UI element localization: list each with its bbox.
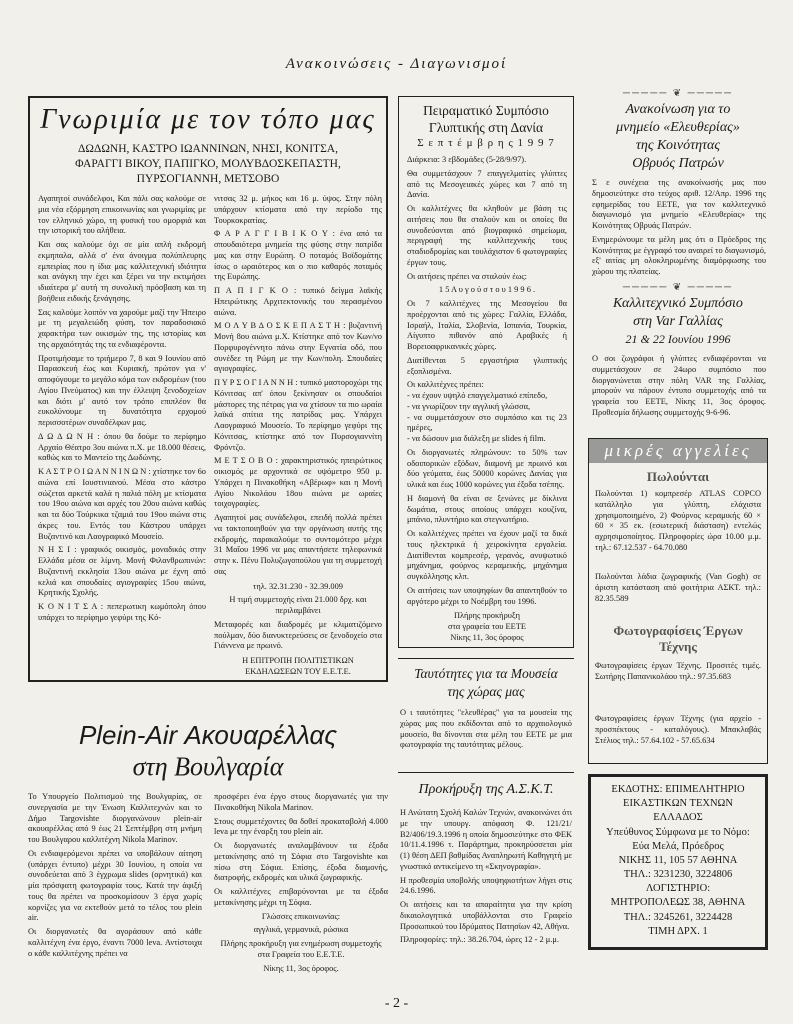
ornament-icon: ───── ❦ ───── — [622, 282, 734, 293]
paragraph: Πληροφορίες: τηλ.: 38.26.704, ώρες 12 - 2 μ.μ. — [400, 935, 559, 945]
article-museum-ids — [398, 658, 574, 770]
info: Πλήρης προκήρυξη για ενημέρωση συμμετοχής στα Γραφεία του Ε.Ε.Τ.Ε. — [220, 939, 382, 959]
paragraph: - να δώσουν μια διάλεξη με slides ή film. — [407, 434, 546, 443]
deadline: 1 5 Α υ γ ο ύ σ τ ο υ 1 9 9 6 . — [438, 285, 536, 295]
paragraph: - να συμμετάσχουν στο συμπόσιο και τις 23 ημέρες, — [407, 412, 567, 433]
paragraph: Αγαπητοί μας συνάδελφοι, επειδή πολλά πρέπει να τακτοποιηθούν για την οργάνωση αυτής της εκδρομής, παρακαλούμε το συντομότερο μέχρι 31 Μαΐου 1996 να μας απαντήσετε τηλεφωνικά στην κ. Πένυ Πολυζωγοπούλου για τη συμμετοχή σας — [214, 513, 382, 576]
price: Η τιμή συμμετοχής είναι 21.000 δρχ. και περιλαμβάνει — [229, 595, 367, 615]
article-askt — [398, 772, 574, 992]
paragraph: Οι αιτήσεις και τα απαραίτητα για την κρίση δικαιολογητικά υποβάλλονται στο Γραφείο Προσωπικού του Ιδρύματος Πατησίων 42, Αθήνα. — [400, 900, 572, 931]
article-plein-air — [28, 720, 388, 992]
ad-compressor-kiln: Πωλούνται 1) κομπρεσέρ ATLAS COPCO κατάλληλο για γλύπτη, ελάχιστα χρησιμοποιημένο, 2) Φούρνος κεραμικής 60 × 60 × 35 εκ. (εσωτερική διάσταση) εντελώς αχρησιμοποίητος. Πληροφορίες ώρα 10.00 μ.μ. τηλ.: 67.12.537 - 64.70.080 — [595, 489, 761, 552]
article-title-line-1: Ταυτότητες για τα Μουσεία — [414, 666, 558, 681]
publisher-line: ΛΟΓΙΣΤΗΡΙΟ: — [645, 883, 711, 895]
paragraph: Αγαπητοί συνάδελφοι, Και πάλι σας καλούμε σε μια νέα εξόρμηση επικοινωνίας και γνωριμίας με τον ελληνικό χώρο, τη φυσική του ομορφιά και την ιστορική του αλήθεια. — [38, 194, 206, 236]
paragraph: Οι καλλιτέχνες πρέπει να έχουν μαζί τα δικά τους ηλεκτρικά ή χειροκίνητα εργαλεία. Διατίθενται κομπρεσέρ, γερανός, ανυψωτικό μηχάνημα, φούρνος κεραμεικής, μηχάνημα συγκόλλησης κλπ. — [407, 529, 567, 581]
article-date: 21 & 22 Ιουνίου 1996 — [625, 332, 731, 346]
divider — [398, 658, 574, 659]
paragraph: Το Υπουργείο Πολιτισμού της Βουλγαρίας, σε συνεργασία με την Ένωση Καλλιτεχνών και το Δήμο Targovishte διοργανώνουν plein-air ακουαρέλλας από 9 έως 21 Σεπτέμβρη στη μνήμη του Βουλγαρου καλλιτέχνη Nikola Marinov. — [28, 792, 202, 844]
article-title-line-2: στη Var Γαλλίας — [633, 314, 723, 329]
ad-photographer-1: Φωτογραφίσεις έργων Τέχνης. Προσιτές τιμές. Σωτήρης Παπανικολάου τηλ.: 97.35.683 — [595, 661, 761, 681]
article-title-line-2: στη Βουλγαρία — [132, 752, 284, 781]
paragraph: Στους συμμετέχοντες θα δοθεί προκαταβολή 4.000 leva με την έναρξη του plein air. — [214, 816, 388, 837]
publisher-line: ΤΙΜΗ ΔΡΧ. 1 — [648, 925, 708, 937]
article-title-line-2: Γλυπτικής στη Δανία — [428, 120, 544, 135]
article-title-line-2: μνημείο «Ελευθερίας» — [616, 120, 740, 135]
paragraph: Οι διοργανωτές αναλαμβάνουν τα έξοδα μετακίνησης από τη Σόφια στο Targovishte και πίσω στη Σόφια. Επίσης, έξοδα διαμονής, διατροφής, εκδρομές και υλικά ζωγραφικής. — [214, 841, 388, 883]
signature-line-1: Η ΕΠΙΤΡΟΠΗ ΠΟΛΙΤΙΣΤΙΚΩΝ — [242, 656, 354, 665]
article-body — [407, 155, 567, 644]
paragraph: Οι καλλιτέχνες πρέπει: — [407, 380, 484, 390]
article-body — [400, 808, 572, 946]
paragraph: Π Α Π Ι Γ Κ Ο : τυπικό δείγμα λαϊκής Ηπειρώτικης Αρχιτεκτονικής του περασμένου αιώνα. — [214, 286, 382, 317]
page-header: Ανακοινώσεις - Διαγωνισμοί — [285, 56, 508, 72]
publisher-line: Υπεύθυνος Σύμφωνα με το Νόμο: — [606, 826, 750, 838]
paragraph: - να έχουν υψηλό επαγγελματικό επίπεδο, — [407, 391, 548, 400]
page-number: - 2 - — [384, 996, 409, 1011]
publisher-line: ΜΗΤΡΟΠΟΛΕΩΣ 38, ΑΘΗΝΑ — [610, 897, 746, 909]
article-body — [592, 178, 766, 278]
paragraph: προσφέρει ένα έργο στους διοργανωτές για την Πινακοθήκη Nikola Marinov. — [214, 792, 388, 812]
publisher-line: ΕΚΔΟΤΗΣ: ΕΠΙΜΕΛΗΤΗΡΙΟ — [611, 784, 745, 795]
article-title-line-2: της χώρας μας — [447, 684, 525, 699]
publisher-line: ΤΗΛ.: 3231230, 3224806 — [623, 869, 733, 881]
address: Νίκης 11, 3ος όροφος. — [263, 963, 339, 973]
paragraph: Η Ανώτατη Σχολή Καλών Τεχνών, ανακοινώνει ότι με την υπουργ. απόφαση Φ. 121/21/Β2/406/19.3.1996 η οποία δημοσιεύτηκε στο ΦΕΚ 10/11.4.1996 τ. Παράρτημα, προκηρύσσεται μία (1) θέση ΔΕΠ βαθμίδας Αναπληρωτή Καθηγητή με γνωστικό αντικείμενο τη «Σκηνογραφία». — [400, 808, 572, 871]
ornament-icon: ───── ❦ ───── — [622, 88, 734, 99]
paragraph: Διατίθενται 5 εργαστήρια γλυπτικής εξοπλισμένα. — [407, 355, 567, 376]
paragraph: Οι καλλιτέχνες επιβαρύνονται με τα έξοδα μετακίνησης μέχρι τη Σόφια. — [214, 887, 388, 907]
article-title-line-1: Πειραματικό Συμπόσιο — [423, 103, 549, 118]
publisher-line: ΝΙΚΗΣ 11, 105 57 ΑΘΗΝΑ — [618, 854, 738, 866]
publisher-line: ΕΛΛΑΔΟΣ — [653, 812, 703, 824]
article-title-line-4: Οβρυός Πατρών — [632, 156, 724, 171]
publisher-box — [588, 774, 768, 950]
article-subtitle: ΔΩΔΩΝΗ, ΚΑΣΤΡΟ ΙΩΑΝΝΙΝΩΝ, ΝΗΣΙ, ΚΟΝΙΤΣΑ, ΦΑΡΑΓΓΙ ΒΙΚΟΥ, ΠΑΠΙΓΚΟ, ΜΟΛΥΒΔΟΣΚΕΠΑΣΤΗ, ΠΥΡΣΟΓΙΑΝΝΗ, ΜΕΤΣΟΒΟ — [75, 143, 341, 185]
paragraph: Ο ι ταυτότητες "ελευθέρας" για τα μουσεία της χώρας μας που εκδίδονται από το αρχαιολογικό μουσείο, θα δίνονται στα μέλη του ΕΕΤΕ με μια φωτογραφία της ταυτότητας μέλους. — [400, 708, 572, 750]
ad-photographer-2: Φωτογραφίσεις έργων Τέχνης (για αρχείο - προσπέκτους - καταλόγους). Μπακλαβάς Στέλιος τηλ.: 57.64.102 - 57.65.634 — [595, 714, 761, 745]
paragraph: Μ Ε Τ Σ Ο Β Ο : χαρακτηριστικός ηπειρώτικος οικισμός με αρχοντικά σε υψόμετρο 950 μ. Υπάρχει η Πινακοθήκη «Αβέρωφ» και η Μονή Αγίου Νικολάου 18ου αιώνα με ωραίες τοιχογραφίες. — [214, 456, 382, 509]
paragraph: Δ Ω Δ Ω Ν Η : όπου θα δούμε το περίφημο Αρχαίο Θέατρο 3ου αιώνα π.Χ. με 18.000 θέσεις, καθώς και το Μαντείο της Δωδώνης. — [38, 431, 206, 463]
article-gnorimia — [28, 96, 388, 682]
publisher-line: ΕΙΚΑΣΤΙΚΩΝ ΤΕΧΝΩΝ — [623, 798, 733, 810]
paragraph: Φ Α Ρ Α Γ Γ Ι Β Ι Κ Ο Υ : ένα από τα σπουδαιότερα μνημεία της φύσης στην πατρίδα μας και στην Ευρώπη. Ο ποταμός Βοϊδομάτης ίσως ο ωραιότερος και ο πιο καθαρός ποταμός της Ευρώπης. — [214, 229, 382, 282]
paragraph: Θα συμμετάσχουν 7 επαγγελματίες γλύπτες από τις Μεσογειακές χώρες και 7 από τη Δανία. — [407, 168, 567, 200]
article-title-line-1: Plein-Air Ακουαρέλλας — [78, 720, 338, 750]
paragraph: Οι διοργανωτές πληρώνουν: το 50% των οδοιπορικών εξόδων, διαμονή με πρωινό και δύο γεύματα, έως 50000 κορώνες Δανίας για υλικά και έως 1000 κορώνες για έξοδα τσέπης. — [407, 447, 567, 489]
info-line-2: στα γραφεία του ΕΕΤΕ — [448, 622, 526, 631]
paragraph: Η προθεσμία υποβολής υποψηφιοτήτων λήγει στις 24.6.1996. — [400, 875, 572, 896]
article-column-right — [214, 792, 388, 974]
article-column-left — [28, 792, 202, 959]
paragraph: Οι ενδιαφερόμενοι πρέπει να υποβάλουν αίτηση (υπάρχει έντυπο) μέχρι 30 Ιουνίου, η οποία να συνοδεύεται από 3 έγχρωμα slides (αρνητικά) και μία πρόσφατη φωτογραφία τους. Κατά την άφιξή τους θα πρέπει να προσκομίσουν 3 έργα χωρίς κορνίζες για να εκτεθούν μετά το τέλος του plein air. — [28, 848, 202, 923]
paragraph: Οι αιτήσεις των υποψηφίων θα απαντηθούν το αργότερο μέχρι το Νοέμβρη του 1996. — [407, 585, 567, 606]
article-symposium-denmark — [398, 96, 574, 648]
paragraph: Μ Ο Λ Υ Β Δ Ο Σ Κ Ε Π Α Σ Τ Η : βυζαντινή Μονή 8ου αιώνα μ.Χ. Κτίστηκε από τον Κων/νο Πορφυρογέννητο πάνω στην Εγνατία οδό, που συνέδεε τη Ρώμη με την Κων/πολη. Σπουδαίες αγιογραφίες. — [214, 321, 382, 374]
article-var-symposium — [588, 282, 768, 432]
ads-photo-title-line-2: Τέχνης — [659, 639, 697, 654]
paragraph: Προτιμήσαμε το τριήμερο 7, 8 και 9 Ιουνίου από Παρασκευή έως και Κυριακή, πρώτον για ν' αποφύγουμε το μεγάλο κόμα των εκδρομέων (του Αγίου Πνεύματος) και την έλλειψη ξενοδοχείων και διότι μ' αυτό τον τρόπο επιπλέον θα ευκολύνουμε τη δυνατότητα ερχομού περισσοτέρων συναδέλφων μας. — [38, 353, 206, 427]
paragraph: Σας καλούμε λοιπόν να χαρούμε μαζί την Ήπειρο με τη μεγαλειώδη φύση, τον παραδοσιακό χαρακτήρα των οικισμών της, της ιστορίας και της αρχαιότητάς της τα ενδιαφέροντα. — [38, 307, 206, 349]
paragraph: Οι καλλιτέχνες θα κληθούν με βάση τις αιτήσεις που θα σταλούν και οι οποίες θα συνοδεύονται από βιογραφικό σημείωμα, περιγραφή της καλλιτεχνικής τους σταδιοδρομίας και τουλάχιστον 6 φωτογραφίες έργων τους. — [407, 204, 567, 267]
paragraph: Ο σοι ζωγράφοι ή γλύπτες ενδιαφέρονται να συμμετάσχουν σε 24ωρο συμπόσιο που διοργανώνεται στην πόλη VAR της Γαλλίας, μπορούν να πάρουν έντυπο συμμετοχής από τα γραφεία του ΕΕΤΕ, Νίκης 11, 3ος όροφος. Προθεσμία δήλωσης συμμετοχής 9-6-96. — [592, 354, 766, 417]
divider — [398, 772, 574, 773]
paragraph: Σ ε συνέχεια της ανακοίνωσής μας που δημοσιεύτηκε στο τεύχος αριθ. 12/Απρ. 1996 της εφημερίδας του ΕΕΤΕ, για τον καλλιτεχνικό διαγωνισμό για μνημείο «Ελευθερίας» της Κοινότητας Οβρυάς Πατρών. — [592, 178, 766, 230]
small-ads — [588, 438, 768, 764]
paragraph: - να γνωρίζουν την αγγλική γλώσσα, — [407, 401, 531, 411]
article-title-line-1: Καλλιτεχνικό Συμπόσιο — [613, 296, 743, 311]
paragraph: Διάρκεια: 3 εβδομάδες (5-28/9/97). — [407, 155, 527, 164]
paragraph: Π Υ Ρ Σ Ο Γ Ι Α Ν Ν Η : τυπικό μαστοροχώρι της Κόνιτσας απ' όπου ξεκίνησαν οι σπουδαίοι μάστορες της πέτρας για να χτίσουν τα πιο ωραία λαϊκά σπίτια της πατρίδας μας. Υπάρχει Λαογραφικό Μουσείο. Το περίφημο γεφύρι της Κόνιτσας, κτίστηκε από τον Πυρσογιαννίτη Φρόντζο. — [214, 378, 382, 452]
article-monument — [588, 88, 768, 284]
article-title: Γνωριμία με τον τόπο μας — [40, 104, 376, 135]
article-column-left — [38, 194, 206, 624]
signature-line-2: ΕΚΔΗΛΩΣΕΩΝ ΤΟΥ Ε.Ε.Τ.Ε. — [245, 666, 351, 676]
paragraph: Οι 7 καλλιτέχνες της Μεσογείου θα προέρχονται από τις χώρες: Γαλλία, Ελλάδα, Ισραήλ, Ιταλία, Σλοβενία, Ισπανία, Τουρκία, Αίγυπτο πιθανόν από Αραβικές ή Βορειοαφρικανικές χώρες. — [407, 299, 567, 351]
paragraph: Οι αιτήσεις πρέπει να σταλούν έως: — [407, 271, 527, 281]
publisher-line: Εύα Μελά, Πρόεδρος — [632, 840, 724, 852]
ads-photo-title-line-1: Φωτογραφίσεις Έργων — [613, 623, 743, 638]
paragraph: Κ Α Σ Τ Ρ Ο Ι Ω Α Ν Ν Ι Ν Ω Ν : χτίστηκε τον 6ο αιώνα επί Ιουστινιανού. Μέσα στο κάστρο σώζεται αρκετά καλά η παλιά πόλη με κτίσματα του 19ου αιώνα και αρχές του 20ου αιώνα καθώς και τα δύο Τούρκικα τζαμιά του 19ου αιώνα στις άκρες του. Εντός του Κάστρου υπάρχει Βυζαντινό και Λαογραφικό Μουσείο. — [38, 467, 206, 541]
paragraph: Κ Ο Ν Ι Τ Σ Α : πεπερωτικη κωμόπολη όπου υπάρχει το περίφημο γεφύρι της Κό- — [38, 602, 206, 622]
article-title-line-3: της Κοινότητας — [635, 138, 721, 153]
publisher-line: ΤΗΛ.: 3245261, 3224428 — [623, 911, 733, 923]
ad-paints: Πωλούνται λάδια ζωγραφικής (Van Gogh) σε άριστη κατάσταση από φοιτήτρια ΑΣΚΤ. τηλ.: 82.35.589 — [595, 572, 761, 603]
info-line-3: Νίκης 11, 3ος όροφος — [450, 632, 524, 642]
paragraph: Και σας καλούμε όχι σε μία απλή εκδρομή εκμηπαλα, αλλά σ' ένα άνοιγμα πολύπλευρης εμπειρίας που η ίδια μας καλλιτεχνική ιδιότητα και ανάγκη την έχει και ξέρει να την εκτιμήσει ιδιαίτερα μ' αυτή τη συνολική πρόσβαση και τη βοήθεια ειδικής ξενάγησης. — [38, 240, 206, 303]
paragraph: Ν Η Σ Ι : γραφικός οικισμός, μοναδικός στην Ελλάδα μέσα σε λίμνη. Μονή Φιλανθρωπινών: Βυζαντινή εκκλησία 13ου αιώνα με έχνη από κελιά και σπουδαίες αγιογραφίες 15ου αιώνα, Κρητικής Σχολής. — [38, 545, 206, 598]
article-date: Σ ε π τ έ μ β ρ η ς 1 9 9 7 — [417, 137, 555, 149]
paragraph: Η διαμονή θα είναι σε ξενώνες με δίκλινα δωμάτια, στους οποίους υπάρχει κουζίνα, μπάνιο, πλυντήριο και στεγνωτήριο. — [407, 493, 567, 525]
ads-sale-title: Πωλούνται — [646, 469, 710, 484]
paragraph: νιτσας 32 μ. μήκος και 16 μ. ύψος. Στην πόλη υπάρχουν κτίσματα από την περίοδο της Τουρκοκρατίας. — [214, 194, 382, 225]
article-column-right — [214, 194, 382, 678]
paragraph: Οι διοργανωτές θα αγοράσουν από κάθε καλλιτέχνη ένα έργο, έναντι 7000 leva. Αντίστοιχα ο κάθε καλλιτέχνης πρέπει να — [28, 927, 202, 958]
info-line-1: Πλήρης προκήρυξη — [453, 611, 521, 621]
languages-label: Γλώσσες επικοινωνίας: — [261, 911, 341, 921]
ads-title: μικρές αγγελίες — [589, 439, 767, 463]
phones: τηλ. 32.31.230 - 32.39.009 — [253, 581, 343, 591]
paragraph: Ενημερώνουμε τα μέλη μας ότι ο Πρόεδρος της Κοινότητας με έγγραφό του αναιρεί το διαγωνισμό, εξ' αιτίας μη ολοκληρωμένης διαμόρφωσης του χώρου της πλατείας. — [592, 234, 766, 276]
article-title-line-1: Ανακοίνωση για το — [625, 102, 731, 117]
languages: αγγλικά, γερμανικά, ρώσικα — [253, 925, 349, 935]
article-title: Προκήρυξη της Α.Σ.Κ.Τ. — [418, 782, 554, 797]
includes: Μεταφορές και διαδρομές με κλιματιζόμενο πούλμαν, δύο διανυκτερεύσεις σε ξενοδοχείο στα Γιάννενα με πρωινό. — [214, 619, 382, 651]
